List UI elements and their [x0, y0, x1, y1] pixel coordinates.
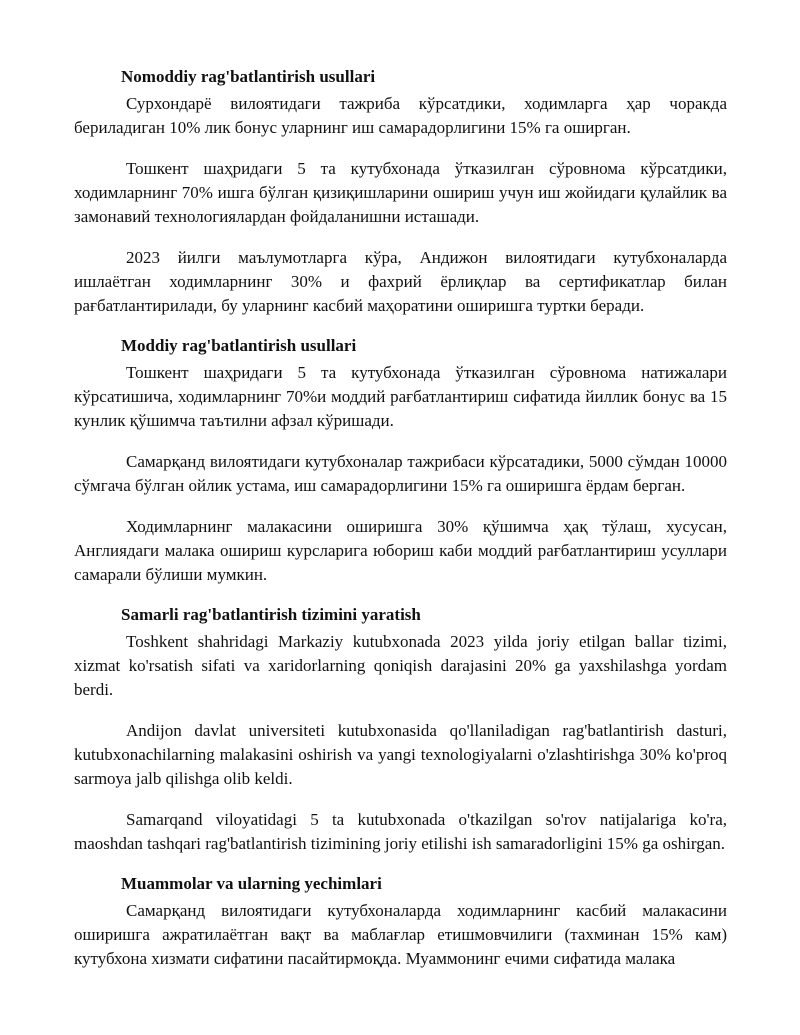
- paragraph: Samarqand viloyatidagi 5 ta kutubxonada o'tkazilgan so'rov natijalariga ko'ra, maoshdan tashqari rag'batlantirish tizimining joriy etilishi ish samaradorligini 15% ga oshirgan.: [74, 810, 727, 853]
- paragraph: 2023 йилги маълумотларга кўра, Андижон вилоятидаги кутубхоналарда ишлаётган ходимларнинг 30% и фахрий ёрлиқлар ва сертификатлар билан рағбатлантирилади, бу уларнинг касбий маҳоратини оширишга туртки беради.: [74, 248, 727, 315]
- paragraph: Сурхондарё вилоятидаги тажриба кўрсатдики, ходимларга ҳар чоракда бериладиган 10% лик бонус уларнинг иш самарадорлигини 15% га оширган.: [74, 94, 727, 137]
- section-samarali: [74, 604, 727, 856]
- section-muammolar: [74, 873, 727, 971]
- section-heading: Samarli rag'batlantirish tizimini yaratish: [121, 605, 421, 624]
- paragraph: Тошкент шаҳридаги 5 та кутубхонада ўтказилган сўровнома кўрсатдики, ходимларнинг 70% ишга бўлган қизиқишларини ошириш учун иш жойидаги қулайлик ва замонавий технологиялардан фойдаланишни исташади.: [74, 159, 727, 226]
- paragraph: Ходимларнинг малакасини оширишга 30% қўшимча ҳақ тўлаш, хусусан, Англиядаги малака ошириш курсларига юбориш каби моддий рағбатлантириш усуллари самарали бўлиши мумкин.: [74, 517, 727, 584]
- section-heading: Nomoddiy rag'batlantirish usullari: [121, 67, 376, 86]
- section-heading: Moddiy rag'batlantirish usullari: [121, 336, 357, 355]
- section-nomoddiy: [74, 66, 727, 318]
- paragraph: Тошкент шаҳридаги 5 та кутубхонада ўтказилган сўровнома натижалари кўрсатишича, ходимларнинг 70%и моддий рағбатлантириш сифатида йиллик бонус ва 15 кунлик қўшимча таътилни афзал кўришади.: [74, 363, 727, 430]
- paragraph: Andijon davlat universiteti kutubxonasida qo'llaniladigan rag'batlantirish dasturi, kutubxonachilarning malakasini oshirish va yangi texnologiyalarni o'zlashtirishga 30% ko'proq sarmoya jalb qilishga olib keldi.: [74, 721, 727, 788]
- section-heading: Muammolar va ularning yechimlari: [121, 874, 382, 893]
- paragraph: Самарқанд вилоятидаги кутубхоналар тажрибаси кўрсатадики, 5000 сўмдан 10000 сўмгача бўлган ойлик устама, иш самарадорлигини 15% га оширишга ёрдам берган.: [74, 452, 727, 495]
- paragraph: Toshkent shahridagi Markaziy kutubxonada 2023 yilda joriy etilgan ballar tizimi, xizmat ko'rsatish sifati va xaridorlarning qoniqish darajasini 20% ga yaxshilashga yordam berdi.: [74, 632, 727, 699]
- section-moddiy: [74, 335, 727, 587]
- paragraph: Самарқанд вилоятидаги кутубхоналарда ходимларнинг касбий малакасини оширишга ажратилаётган вақт ва маблағлар етишмовчилиги (тахминан 15% кам) кутубхона хизмати сифатини пасайтирмоқда. Муаммонинг ечими сифатида малака: [74, 901, 727, 968]
